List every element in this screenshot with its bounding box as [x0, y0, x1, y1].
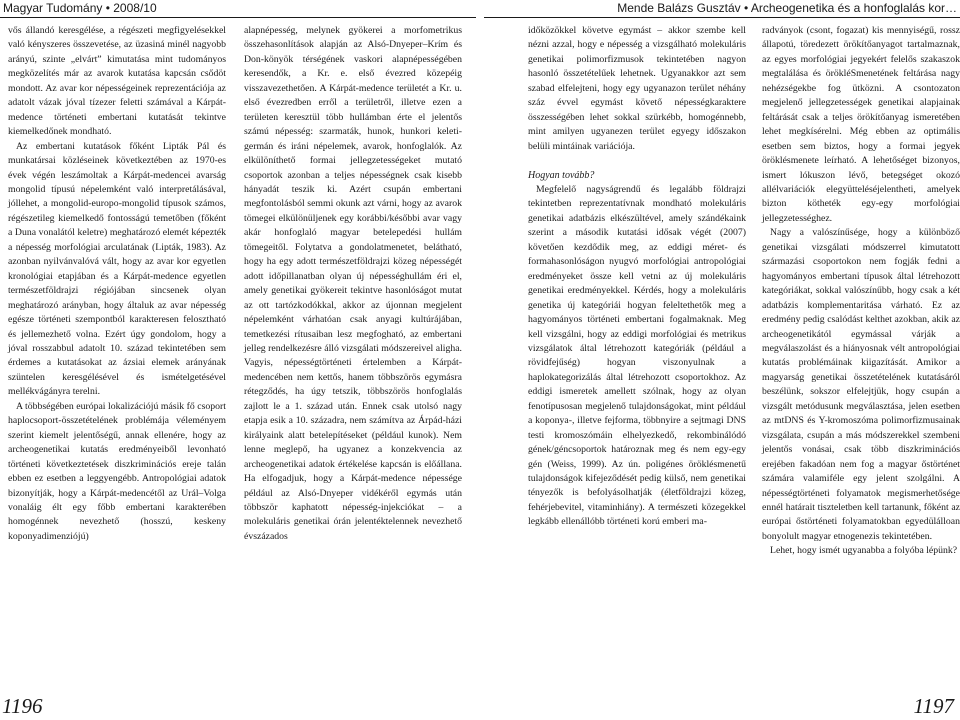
page-number-left: 1196	[2, 694, 43, 718]
section-heading: Hogyan tovább?	[528, 169, 595, 181]
section-spacer	[528, 154, 746, 168]
paragraph: Nagy a valószínűsége, hogy a különböző genetikai vizsgálati módszerrel kimutatott származási csoportokon nem fogják fedni a hagyományos embertani típusok által létrehozott kategóriákat, sokkal valószínűbb, hogy csak a két adatbázis komplementaritása várható. Ez az eredmény pedig csalódást kelthet azokban, akik az archeogenetikától egymással várják a megválaszolást és a hiányosnak vélt antropológiai kutatás problémáinak kiigazítását. Amikor a magyarság genetikai összetételének kutatásáról beszélünk, sokszor elfelejtjük, hogy csupán a vizsgált metódusunk megválasztása, jelen esetben az mtDNS és Y-kromoszóma polimorfizmusainak vizsgálata, csupán a más módszerekkel szembeni jelentős vonásai, csak több diszkriminációs erejében fakadóan nem fog a magyar őstörténet számára valamiféle egy jelent szolgálni. A népességtörténeti folyamatok megismerhetősége ennél határait tiszteletben kell tartanunk, főként az európai őstörténeti folyamatokban egyedülálloan bonyolult magyar etnogenezis tekintetében.	[762, 227, 960, 542]
page-number-right: 1197	[913, 694, 954, 718]
text-column-3	[528, 24, 746, 530]
paragraph: radványok (csont, fogazat) kis mennyiségű, rossz állapotú, töredezett örökítőanyagot tartalmaznak, az egyes morfológiai jegyekért felelős szakaszok megtalálása és örökléSmenetének feltárása nagy nehézségekbe fog ütközni. A csontozaton megjelenő jellegzetességek genetikai alapjainak feltárását csak a teljes örökítőanyag ismeretében lehet megkísérelni. Még ebben az optimális esetben sem biztos, hogy a formai jegyek öröklésmenete leírható. A lehetőséget bizonyos, ismert lókuszon lévő, betegséget okozó allélvariációk elegyütteléséjelentheti, amelyek bizton kötheték egy-egy morfológiai jellegzetességhez.	[762, 25, 960, 224]
paragraph: A többségében európai lokalizációjú másik fő csoport haplocsoport-összetételének problémája véleményem szerint kiemelt jelentőségű, annak ellenére, hogy az archeogenetikai kutatás eredményeiből levonható történeti következtetések diszkriminációs ereje talán ebben ez esetben a leggyengébb. Antropológiai adatok bizonyítják, hogy a Kárpát-medencétől az Urál–Volga vonaláig élt egy főbb embertani karakterében homogénnek nevezhető (hosszú, keskeny koponyadimenziójú)	[8, 400, 226, 542]
running-header-right: Mende Balázs Gusztáv • Archeogenetika és a honfoglalás kor…	[617, 1, 957, 15]
paragraph: Az embertani kutatások főként Lipták Pál és munkatársai közléseinek következtében az 1970-es évek végén leszámoltak a Kárpát-medencei avarság mongolid típusú népelemként való interpretálásával, jóllehet, a mongolid-europo-mongolid típusok számos, régészetileg kiemelkedő fontosságú temetőben (főként a Duna vonalától keletre) meghatározó elemét képezték a népesség morfológiai arculatának (Lipták, 1983). Az azonban nyilvánvalóvá vált, hogy az avar kor egyetlen kronológiai etapjában és a Kárpát-medence egyetlen természetföldrajzi régiójában sincsenek olyan meghatározó arányban, hogy általuk az avar népesség egésze történeti szempontból karakteresen felosztható és jellemezhető volna. Ezért úgy gondolom, hogy a jóval rosszabbul adatolt 10. század tekintetében sem érdemes a kutatásokat az ázsiai elemek arányának szüntelen keresgélésével és ismételgetésével mellékvágányra terelni.	[8, 140, 226, 398]
paragraph: Megfelelő nagyságrendű és legalább földrajzi tekintetben reprezentatívnak mondható molekuláris genetikai adatbázis elkészültével, amely szándékaink szerint a második kutatási idősak végét (2007) követően kezdődik meg, az eddigi méret- és formahasonlóságon nyugvó morfológiai antropológiai eredményeket össze kell vetni az új molekuláris genetikai eredményekkel. Kérdés, hogy a molekuláris genetika új kategóriái hogyan feleltethetők meg a hagyományos történeti embertani fogalmaknak. Meg kell vizsgálni, hogy az eddigi morfológiai és metrikus vizsgálatok által létrehozott kategóriák (például a rövidfejűség) hogyan viszonyulnak a haplokategorizálás által létrehozott csoportokhoz. Az eddigi ismeretek amellett szólnak, hogy az olyan fenotípusosan megjelenő tulajdonságokat, mint például a koponya-, illetve fejforma, többnyire a sejtmagi DNS testi kromoszómáin elhelyezkedő, rekombinálódó gének/géncsoportok határoznak meg és nem egy-egy gén (Weiss, 1999). Az ún. poligénes öröklésmenetű tulajdonságok kifejeződését pedig külső, nem genetikai tényezők is befolyásolhatják (életföldrajzi közeg, fehérjebevitel, vitaminhiány). A természeti közegekkel legkább ellenállóbb történeti korú emberi ma-	[528, 183, 746, 528]
text-column-1	[8, 24, 226, 544]
paragraph: időközökkel követve egymást – akkor szembe kell nézni azzal, hogy e népesség a vizsgálható molekuláris genetikai polimorfizmusok tekintetében nagyon hasonló összetételűek lehetnek. Ugyanakkor azt sem szabad elfelejteni, hogy egy ugyanazon terület néhány száz évvel egymást követő népességkaraktere összességében lehet sokkal szürkébb, homogénnebb, mint amilyen ugyanezen terület egyegy időszakon belüli mintáinak variációja.	[528, 25, 746, 152]
paragraph: vős állandó keresgélése, a régészeti megfigyelésekkel való kényszeres összevetése, az üzasiná minél nagyobb arányú, szinte „elvárt” kimutatása mint tudományos megközelítés már az avarok kutatása kapcsán csődöt mondott. Az avar kor népességeinek reprezentációja az adatolt vázak jóval tízezer feletti számával a Kárpát-medence történeti embertani kutatását tekintve kiemelkedőnek mondható.	[8, 25, 226, 138]
running-header-left: Magyar Tudomány • 2008/10	[3, 1, 157, 15]
header-rule-right	[484, 17, 960, 18]
text-column-2	[244, 24, 462, 544]
text-column-4	[762, 24, 960, 559]
paragraph: Lehet, hogy ismét ugyanabba a folyóba lépünk?	[770, 545, 958, 557]
paragraph: alapnépesség, melynek gyökerei a morfometrikus összehasonlítások alapján az Alsó-Dnyeper–Krím és Don-könyök térségének vaskori alapnépességében keresendők, a Kr. e. első évezred közepéig visszavezethetően. A Kárpát-medence területét a Kr. u. első évezredben erről a területről, illetve ezen a területen keresztül több hullámban érte el jelentős számú népesség: szarmaták, hunok, hunkori keleti-germán és iráni népelemek, avarok, honfoglalók. Az elkülöníthető formai jellegzetességeket mutató csoportok azonban a teljes népességnek csak kisebb hányadát teszik ki. Azért csupán embertani megfontolásból semmi okunk azt várni, hogy az avarok tömegei elkülönüljenek egy korábbi/későbbi avar vagy akár honfoglaló magyar betelepedési hullám tömegeitől. Folytatva a gondolatmenetet, belátható, hogy ha egy adott természetföldrajzi közeg népességét adott időpillanatban olyan új népességhullám éri el, amely genetikai gyökereit tekintve hasonlóságot mutat az ott tartózkodókkal, akkor az újonnan megjelent népelemként várhatóan csak anyagi kultúrájában, temetkezési rítusaiban lesz megfogható, az embertani jelleg rendelkezésre álló vizsgálati módszereivel aligha. Vagyis, népességtörténeti értelemben a Kárpát-medencében nem kettős, hanem többszörös egymásra rétegződés, ha úgy tetszik, többszörös honfoglalás zajlott le a 1. század után. Ennek csak utolsó nagy etapja esik a 10. századra, nem számítva az Árpád-házi királyaink alatt betelepítéseket (például kunok). Nem lenne meglepő, ha ugyanez a konzekvencia az archeogenetikai adatok értékelése kapcsán is előállana. Ha elfogadjuk, hogy a Kárpát-medence népessége például az Alsó-Dnyeper vidékéről egymás után többször kaphatott népesség-injekciókat – a molekuláris genetikai órán jelentéktelennek nevezhető évszázados	[244, 25, 462, 542]
header-rule-left	[0, 17, 476, 18]
